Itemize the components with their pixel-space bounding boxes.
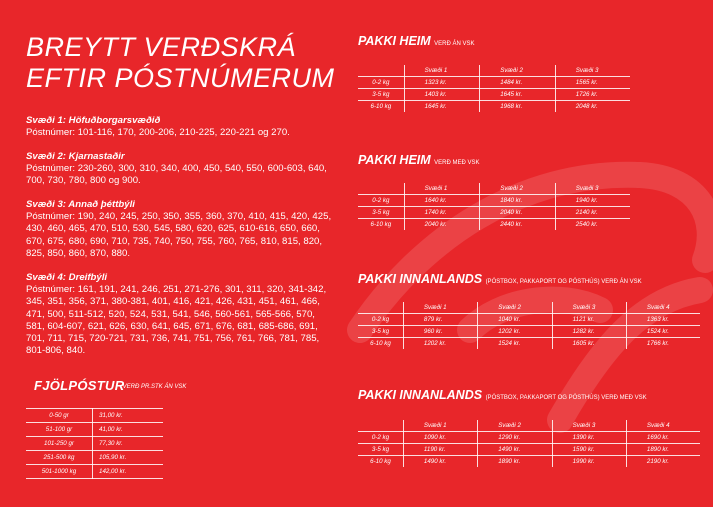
price-cell: 1202 kr. — [403, 338, 477, 350]
table-row — [358, 314, 700, 326]
table-row — [358, 326, 700, 338]
pakki-innanlands-an-vsk-table — [358, 302, 700, 349]
price-cell: 1403 kr. — [404, 89, 480, 101]
price-cell: 2140 kr. — [555, 207, 630, 219]
table-row — [358, 432, 700, 444]
section-title-pakki-innanlands-an-vsk — [358, 272, 642, 286]
section-heading: PAKKI INNANLANDS — [358, 272, 483, 286]
price-cell: 1524 kr. — [626, 326, 700, 338]
column-header: Svæði 1 — [404, 65, 480, 77]
price-cell: 1290 kr. — [478, 432, 552, 444]
column-header: Svæði 3 — [552, 420, 626, 432]
weight-cell: 6-10 kg — [358, 456, 403, 468]
weight-cell: 251-500 kg — [26, 451, 93, 465]
price-cell: 1363 kr. — [626, 314, 700, 326]
price-cell: 2540 kr. — [555, 219, 630, 231]
weight-cell: 6-10 kg — [358, 219, 404, 231]
table-header-row — [358, 183, 630, 195]
price-cell: 1840 kr. — [480, 195, 556, 207]
zone-postcodes: Póstnúmer: 190, 240, 245, 250, 350, 355, 360, 370, 410, 415, 420, 425, 430, 460, 465, 470, 510, 530, 545, 580, 620, 625, 610-616, 650, 660, 670, 675, 680, 690, 710, 735, 740, 750, 755, 760, 765, 810, 815, 820, 825, 850, 860, 870, 880. — [26, 211, 332, 259]
price-cell: 960 kr. — [403, 326, 477, 338]
weight-cell: 101-250 gr — [26, 437, 93, 451]
column-header: Svæði 3 — [555, 183, 630, 195]
zone-postcodes: Póstnúmer: 101-116, 170, 200-206, 210-225, 220-221 og 270. — [26, 127, 290, 139]
column-header: Svæði 2 — [478, 302, 552, 314]
price-cell: 1040 kr. — [478, 314, 552, 326]
pakki-innanlands-med-vsk-table — [358, 420, 700, 467]
pakki-heim-med-vsk-table — [358, 183, 630, 230]
page-title-line-1: BREYTT VERÐSKRÁ — [26, 32, 297, 62]
fjolpostur-table — [26, 408, 163, 479]
zone-2 — [26, 151, 336, 188]
table-row — [358, 89, 630, 101]
price-cell: 1121 kr. — [552, 314, 626, 326]
zone-heading: Svæði 4: Dreifbýli — [26, 272, 108, 283]
zone-postcodes: Póstnúmer: 161, 191, 241, 246, 251, 271-276, 301, 311, 320, 341-342, 345, 351, 356, 371, 380-381, 401, 416, 421, 426, 431, 451, 461, 466, 471, 500, 511-512, 520, 524, 531, 541, 546, 560-561, 565-566, 570, 581, 604-607, 621, 626, 630, 641, 645, 671, 676, 681, 685-686, 691, 701, 711, 715, 720-721, 731, 736, 741, 751, 756, 761, 766, 781, 785, 801-806, 840. — [26, 284, 327, 357]
price-cell: 1640 kr. — [404, 195, 480, 207]
column-header: Svæði 2 — [480, 65, 556, 77]
price-cell: 1726 kr. — [555, 89, 630, 101]
price-cell: 1090 kr. — [403, 432, 477, 444]
column-header: Svæði 2 — [478, 420, 552, 432]
column-header: Svæði 3 — [552, 302, 626, 314]
table-row — [358, 219, 630, 231]
price-cell: 2190 kr. — [626, 456, 700, 468]
weight-cell: 3-5 kg — [358, 89, 404, 101]
price-cell: 1490 kr. — [478, 444, 552, 456]
price-cell: 1282 kr. — [552, 326, 626, 338]
fjolpostur-subtitle: - VERÐ PR.STK ÁN VSK — [119, 384, 187, 390]
section-subtitle: VERÐ ÁN VSK — [434, 41, 475, 47]
weight-cell: 6-10 kg — [358, 101, 404, 113]
zone-1 — [26, 115, 336, 139]
table-row — [358, 444, 700, 456]
price-cell: 2040 kr. — [404, 219, 480, 231]
price-cell: 879 kr. — [403, 314, 477, 326]
table-row — [358, 207, 630, 219]
weight-cell: 0-50 gr — [26, 409, 93, 423]
table-row — [358, 101, 630, 113]
weight-cell: 3-5 kg — [358, 326, 403, 338]
price-cell: 1484 kr. — [480, 77, 556, 89]
page-title — [26, 32, 335, 94]
section-subtitle: (PÓSTBOX, PAKKAPORT OG PÓSTHÚS) VERÐ MEÐ VSK — [485, 395, 647, 401]
weight-cell: 6-10 kg — [358, 338, 403, 350]
price-cell: 1990 kr. — [552, 456, 626, 468]
table-row — [358, 338, 700, 350]
price-cell: 31,00 kr. — [93, 409, 164, 423]
table-row — [358, 195, 630, 207]
zone-3 — [26, 199, 336, 260]
header-blank — [358, 65, 404, 77]
price-cell: 2048 kr. — [555, 101, 630, 113]
pakki-heim-an-vsk-table — [358, 65, 630, 112]
section-heading: PAKKI HEIM — [358, 153, 431, 167]
price-cell: 1940 kr. — [555, 195, 630, 207]
zone-4 — [26, 272, 336, 357]
price-cell: 1490 kr. — [403, 456, 477, 468]
zone-heading: Svæði 2: Kjarnastaðir — [26, 151, 125, 162]
table-header-row — [358, 302, 700, 314]
column-header: Svæði 4 — [626, 302, 700, 314]
table-row — [26, 437, 163, 451]
zone-postcodes: Póstnúmer: 230-260, 300, 310, 340, 400, 450, 540, 550, 600-603, 640, 700, 730, 780, 800 og 900. — [26, 163, 327, 187]
price-cell: 1590 kr. — [552, 444, 626, 456]
weight-cell: 3-5 kg — [358, 444, 403, 456]
weight-cell: 501-1000 kg — [26, 465, 93, 479]
weight-cell: 0-2 kg — [358, 314, 403, 326]
page-title-line-2: EFTIR PÓSTNÚMERUM — [26, 63, 335, 93]
price-cell: 1390 kr. — [552, 432, 626, 444]
price-cell: 1202 kr. — [478, 326, 552, 338]
price-cell: 1524 kr. — [478, 338, 552, 350]
price-cell: 2440 kr. — [480, 219, 556, 231]
zone-heading: Svæði 3: Annað þéttbýli — [26, 199, 135, 210]
table-row — [26, 409, 163, 423]
column-header: Svæði 2 — [480, 183, 556, 195]
section-subtitle: (PÓSTBOX, PAKKAPORT OG PÓSTHÚS) VERÐ ÁN VSK — [485, 279, 642, 285]
price-cell: 142,00 kr. — [93, 465, 164, 479]
price-cell: 1645 kr. — [404, 101, 480, 113]
section-subtitle: VERÐ MEÐ VSK — [434, 160, 480, 166]
column-header: Svæði 4 — [626, 420, 700, 432]
weight-cell: 0-2 kg — [358, 195, 404, 207]
column-header: Svæði 1 — [403, 302, 477, 314]
price-cell: 1890 kr. — [626, 444, 700, 456]
table-row — [26, 423, 163, 437]
price-cell: 1645 kr. — [480, 89, 556, 101]
table-row — [26, 451, 163, 465]
price-cell: 1890 kr. — [478, 456, 552, 468]
header-blank — [358, 420, 403, 432]
price-cell: 1605 kr. — [552, 338, 626, 350]
price-cell: 1740 kr. — [404, 207, 480, 219]
column-header: Svæði 3 — [555, 65, 630, 77]
section-title-pakki-innanlands-med-vsk — [358, 388, 647, 402]
price-cell: 1190 kr. — [403, 444, 477, 456]
price-cell: 1323 kr. — [404, 77, 480, 89]
section-title-pakki-heim-med-vsk — [358, 153, 480, 167]
table-row — [358, 456, 700, 468]
header-blank — [358, 183, 404, 195]
table-row — [26, 465, 163, 479]
price-cell: 1565 kr. — [555, 77, 630, 89]
table-header-row — [358, 65, 630, 77]
price-cell: 1968 kr. — [480, 101, 556, 113]
price-cell: 1766 kr. — [626, 338, 700, 350]
section-heading: PAKKI HEIM — [358, 34, 431, 48]
weight-cell: 0-2 kg — [358, 77, 404, 89]
price-cell: 41,00 kr. — [93, 423, 164, 437]
table-header-row — [358, 420, 700, 432]
table-row — [358, 77, 630, 89]
column-header: Svæði 1 — [404, 183, 480, 195]
price-cell: 77,30 kr. — [93, 437, 164, 451]
column-header: Svæði 1 — [403, 420, 477, 432]
weight-cell: 3-5 kg — [358, 207, 404, 219]
fjolpostur-title: FJÖLPÓSTUR — [34, 378, 125, 393]
weight-cell: 0-2 kg — [358, 432, 403, 444]
price-cell: 105,90 kr. — [93, 451, 164, 465]
price-cell: 2040 kr. — [480, 207, 556, 219]
weight-cell: 51-100 gr — [26, 423, 93, 437]
section-heading: PAKKI INNANLANDS — [358, 388, 483, 402]
section-title-pakki-heim-an-vsk — [358, 34, 475, 48]
zone-heading: Svæði 1: Höfuðborgarsvæðið — [26, 115, 161, 126]
header-blank — [358, 302, 403, 314]
price-cell: 1690 kr. — [626, 432, 700, 444]
